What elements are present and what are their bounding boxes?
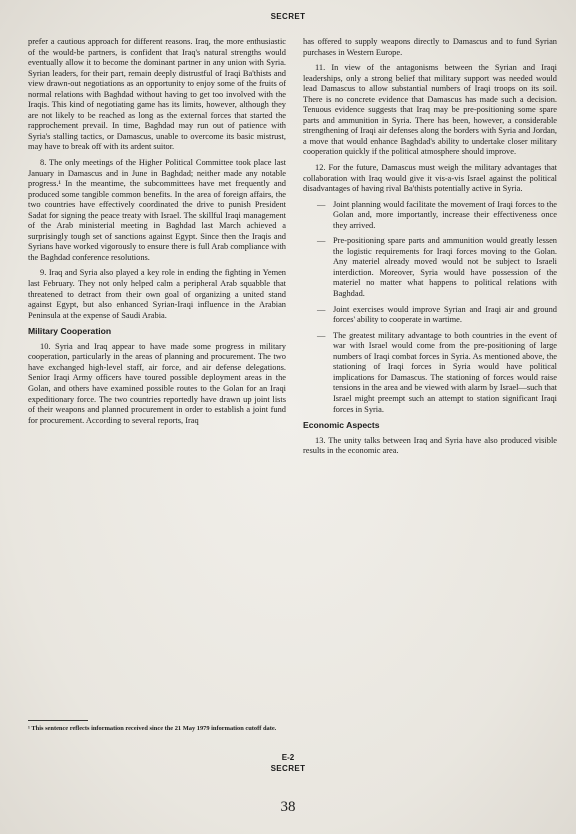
bullet-text: Joint exercises would improve Syrian and Iraqi air and ground forces' ability to cooperate in wartime. xyxy=(333,304,557,325)
paragraph: 8. The only meetings of the Higher Political Committee took place last January in Damascus and in June in Baghdad; neither made any notable progress.¹ In the meantime, the subcommittees have met frequently and produced some tangible common benefits. In the area of foreign affairs, the two countries have effectively coordinated the drive to punish President Sadat for signing the peace treaty with Israel. The skillful Iraqi management of the Arab ministerial meeting in Baghdad last March achieved a surprisingly tough set of sanctions against Egypt. Since then the Iraqis and Syrians have worked vigorously to ensure there is full Arab compliance with the Baghdad conference resolutions. xyxy=(28,158,286,262)
page-number: 38 xyxy=(280,799,296,815)
paragraph: prefer a cautious approach for different reasons. Iraq, the more enthusiastic of the would-be partners, is confident that Iraq's natural strengths would eventually allow it to become the dominant partner in any union with Syria. Syrian leaders, for their part, remain deeply distrustful of Iraqi Ba'thists and view drawn-out negotiations as an opportunity to enjoy some of the fruits of normal relations with Baghdad without having to get too involved with the Iraqis. This kind of negotiating game has its limits, however, although they are not likely to be reached as long as the external forces that started the rapprochement prevail. In time, Baghdad may run out of patience with Syria's stalling tactics, or Damascus, unable to overcome its basic mistrust, may have to break off with its ardent suitor. xyxy=(28,37,286,152)
page-id: E-2 xyxy=(281,753,295,762)
bullet-text: Joint planning would facilitate the movement of Iraqi forces to the Golan and, more importantly, increase their effectiveness once they arrived. xyxy=(333,199,557,230)
section-heading: Economic Aspects xyxy=(303,420,380,431)
footer-classification: SECRET xyxy=(270,764,306,773)
paragraph: 10. Syria and Iraq appear to have made some progress in military cooperation, particularly in the areas of planning and procurement. The two have exchanged high-level staff, air force, and air defense delegations. Senior Iraqi Army officers have toured possible deployment areas in the Golan, and others have examined possible routes to the Golan for an Iraqi expeditionary force. The two countries reportedly have drawn up joint lists of their weapons and planned procurement in order to establish a joint fund for procurement. According to several reports, Iraq xyxy=(28,341,286,425)
bullet-dash: — xyxy=(317,199,326,209)
left-column xyxy=(28,37,286,431)
footnote: ¹ This sentence reflects information received since the 21 May 1979 information cutoff date. xyxy=(28,725,277,732)
bullet-item xyxy=(303,305,557,326)
bullet-dash: — xyxy=(317,330,326,340)
footnote-rule xyxy=(28,720,88,721)
paragraph: 9. Iraq and Syria also played a key role in ending the fighting in Yemen last February. They not only helped calm a peripheral Arab squabble that threatened to detract from their own goal of organizing a united stand against Egypt, but also enhanced Syrian-Iraqi influence in the Arabian Peninsula at the expense of Saudi Arabia. xyxy=(28,268,286,320)
bullet-text: Pre-positioning spare parts and ammunition would greatly lessen the logistic requirements for Iraqi forces moving to the Golan. Any materiel already moved would not be subject to Israeli interdiction. Moreover, Syria would have possession of the materiel no matter what happens to political relations with Baghdad. xyxy=(333,236,557,299)
paragraph: 13. The unity talks between Iraq and Syria have also produced visible results in the economic area. xyxy=(303,435,557,456)
bullet-dash: — xyxy=(317,236,326,246)
paragraph: 11. In view of the antagonisms between the Syrian and Iraqi leaderships, only a strong belief that military support was needed would lead Damascus to allow substantial numbers of Iraqi troops on its soil. There is no concrete evidence that Damascus has made such a decision. Tenuous evidence suggests that Iraq may be pre-positioning some spare parts and ammunition in Syria. There has been, however, a considerable strengthening of Iraqi air defenses along the borders with Syria and Jordan, a move that would enhance Baghdad's ability to undertake closer military cooperation quickly if the political atmosphere should improve. xyxy=(303,63,557,157)
bullet-item xyxy=(303,200,557,232)
paragraph: 12. For the future, Damascus must weigh the military advantages that collaboration with Iraq would give it vis-a-vis Israel against the political disadvantages of having rival Ba'thists potentially active in Syria. xyxy=(303,163,557,194)
header-classification: SECRET xyxy=(270,12,306,21)
right-column xyxy=(303,37,557,462)
paragraph: has offered to supply weapons directly to Damascus and to fund Syrian purchases in Western Europe. xyxy=(303,37,557,57)
bullet-item xyxy=(303,331,557,415)
bullet-dash: — xyxy=(317,304,326,314)
bullet-item xyxy=(303,236,557,299)
bullet-text: The greatest military advantage to both countries in the event of war with Israel would come from the pre-positioning of large numbers of Iraqi combat forces in Syria. As mentioned above, the stationing of Iraqi forces in Syria would have political implications for Damascus. The stationing of forces would raise tensions in the area and be viewed with alarm by Israel—such that Israel might preempt such an attempt to station significant Iraqi forces in Syria. xyxy=(333,330,557,414)
section-heading: Military Cooperation xyxy=(28,326,112,337)
